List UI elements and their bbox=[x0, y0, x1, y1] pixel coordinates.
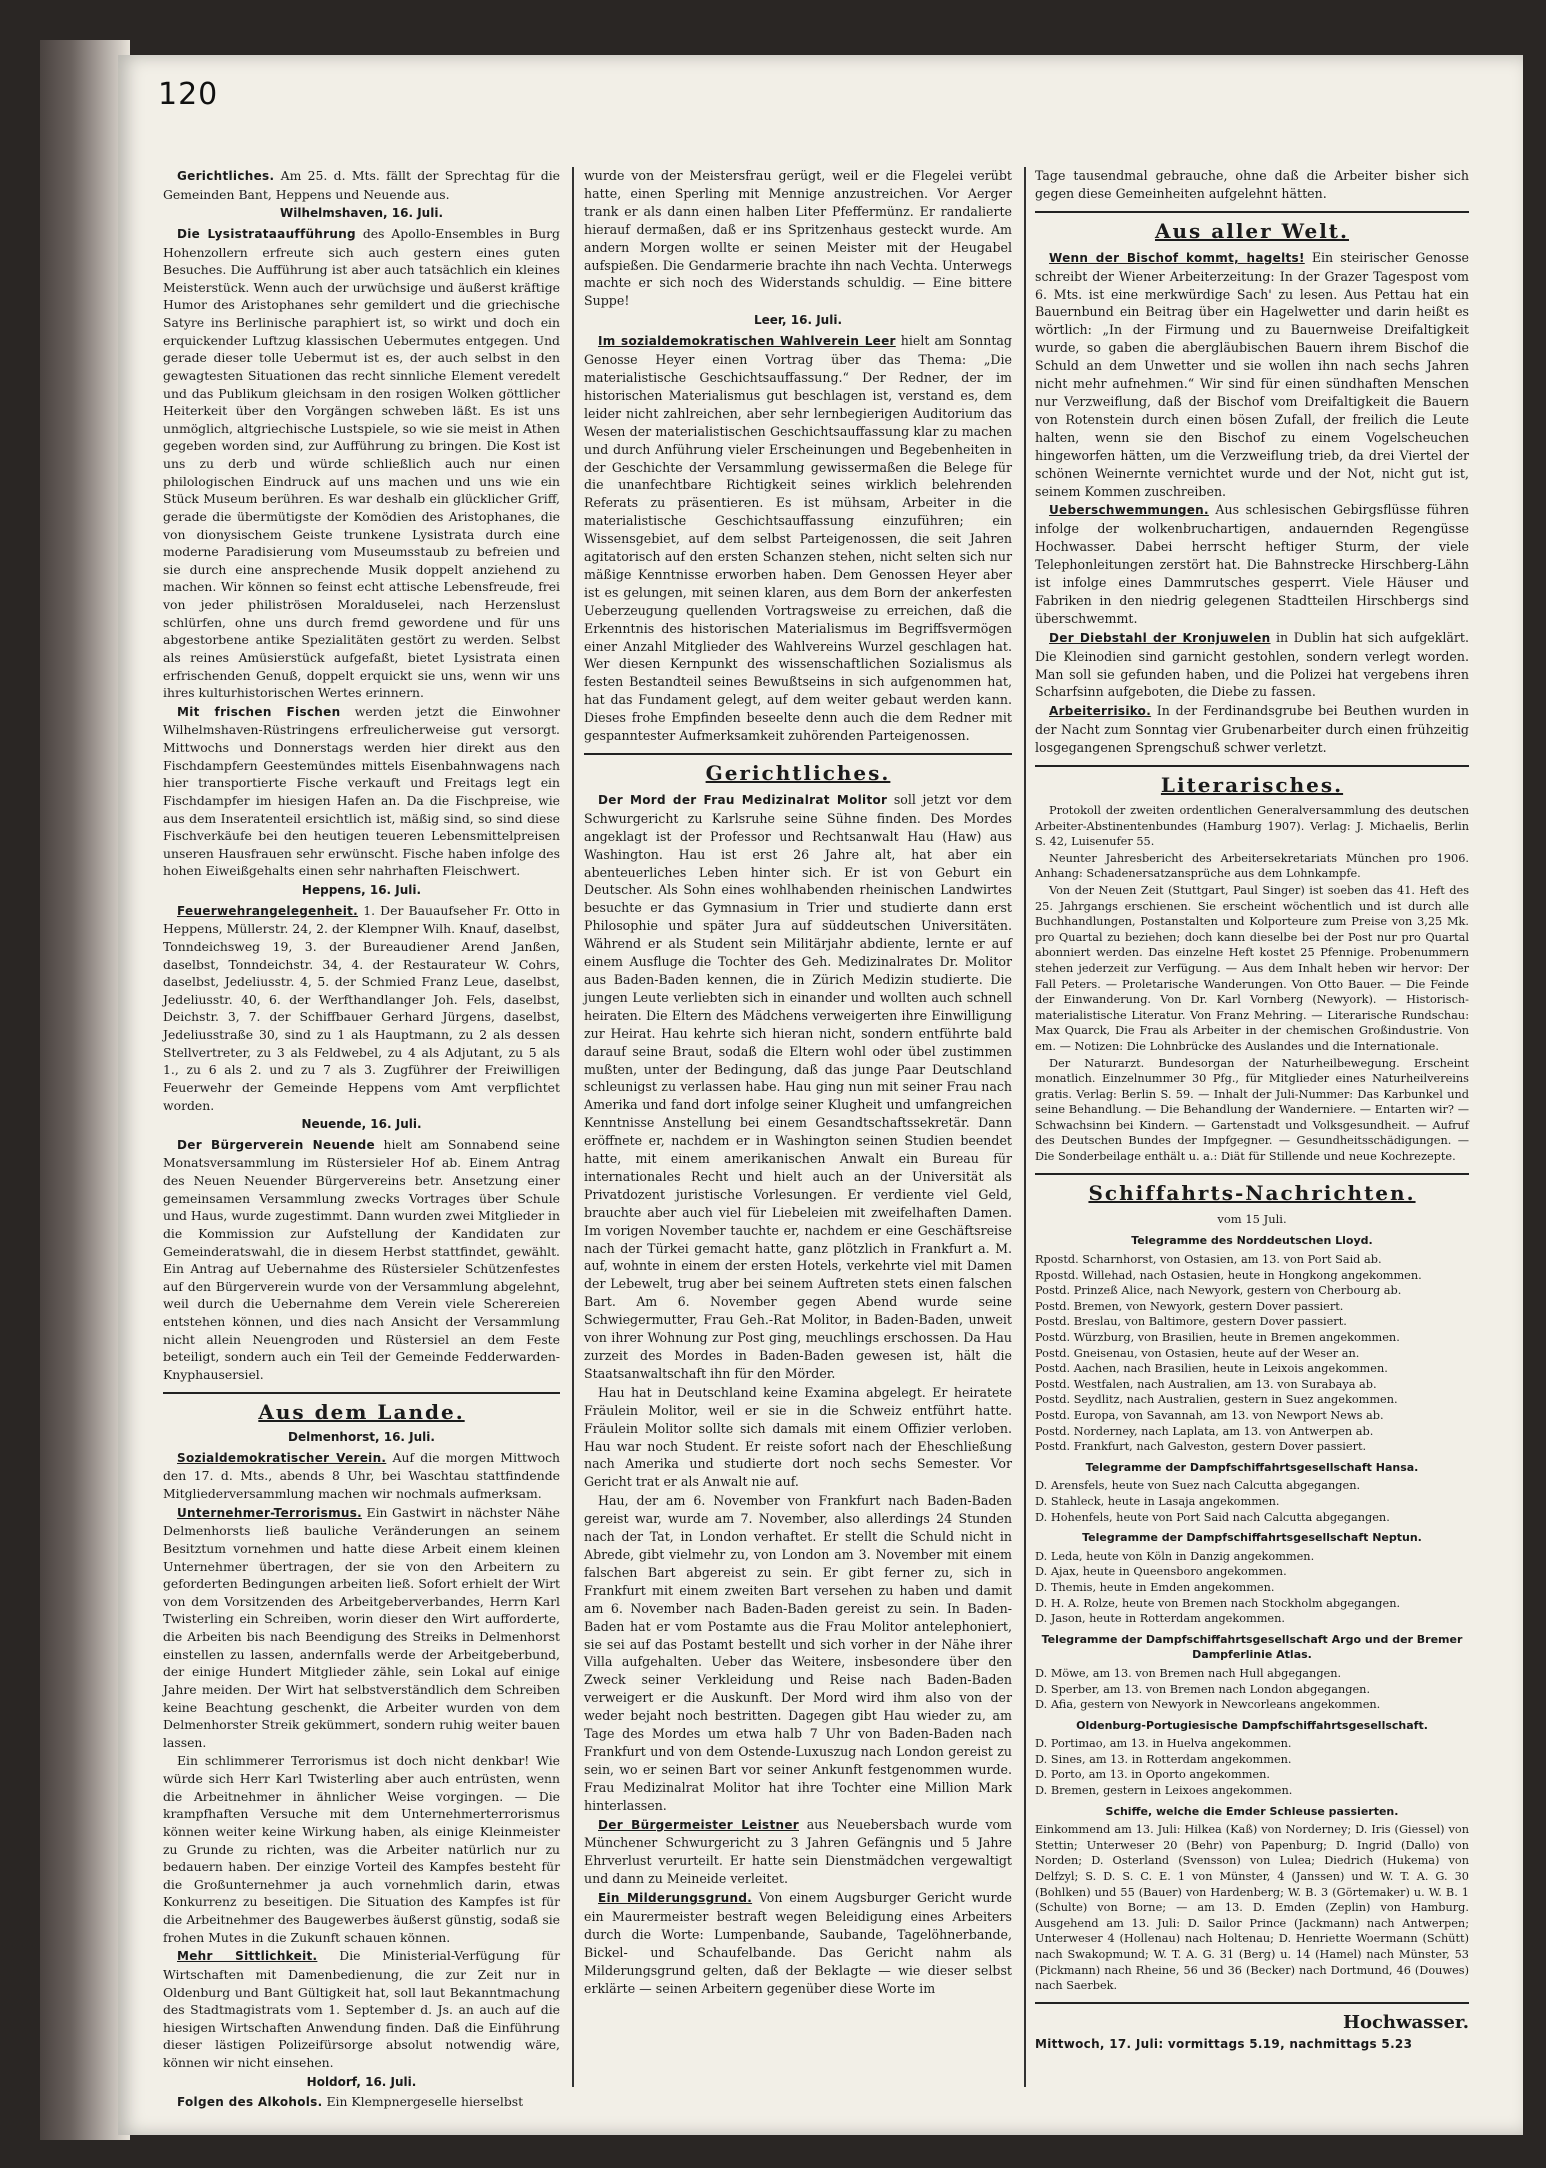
article bbox=[584, 791, 1012, 1383]
article bbox=[584, 1816, 1012, 1889]
article bbox=[163, 1504, 560, 1752]
telegram-line: Postd. Breslau, von Baltimore, gestern Dover passiert. bbox=[1035, 1315, 1347, 1329]
telegram-line: Postd. Aachen, nach Brasilien, heute in Leixois angekommen. bbox=[1035, 1362, 1388, 1376]
article-text: aus Neuebersbach wurde vom Münchener Schwurgericht zu 3 Jahren Gefängnis und 5 Jahre Ehrverlust verurteilt. Er hatte sein Dienstmädchen vergewaltigt und dann zu Meineide verleitet. bbox=[584, 1816, 1012, 1887]
column-rule-1 bbox=[572, 167, 574, 2087]
telegram-line: Postd. Würzburg, von Brasilien, heute in Bremen angekommen. bbox=[1035, 1331, 1400, 1345]
article-keyword: Folgen des Alkohols. bbox=[177, 2095, 323, 2110]
telegram-line: D. Möwe, am 13. von Bremen nach Hull abgegangen. bbox=[1035, 1666, 1342, 1680]
dateline: Leer, 16. Juli. bbox=[753, 313, 843, 328]
column-rule-2 bbox=[1024, 167, 1026, 2087]
article bbox=[163, 1449, 560, 1503]
section-divider bbox=[584, 753, 1012, 755]
section-heading: Schiffahrts-Nachrichten. bbox=[1088, 1180, 1416, 1205]
literature-list bbox=[1035, 803, 1469, 1165]
telegram-heading: Telegramme der Dampfschiffahrtsgesellschaft Hansa. bbox=[1085, 1460, 1419, 1474]
article: Tage tausendmal gebrauche, ohne daß die Arbeiter bisher sich gegen diese Gemeinheiten aufgelehnt hätten. bbox=[1035, 168, 1469, 201]
dateline: Holdorf, 16. Juli. bbox=[306, 2074, 417, 2089]
article-text: werden jetzt die Einwohner Wilhelmshaven-Rüstringens erfreulicherweise gut versorgt. Mittwochs und Donnerstags werden hier direkt aus den Fischdampfern Geestemündes mittels Eisenbahnwagens nach hier transportierte Fische verkauft und Freitags legt ein Fischdampfer im hiesigen Hafen an. Da die Fischpreise, wie aus dem Inseratenteil ersichtlich ist, mäßig sind, so sind diese Fischverkäufe bei den heutigen teueren Lebensmittelpreisen unseren Hausfrauen sehr erwünscht. Fische haben infolge des hohen Eiweißgehalts einen sehr nahrhaften Fleischwert. bbox=[163, 703, 560, 879]
telegram-line: D. Themis, heute in Emden angekommen. bbox=[1035, 1580, 1275, 1594]
literature-entry: Von der Neuen Zeit (Stuttgart, Paul Singer) ist soeben das 41. Heft des 25. Jahrgangs erschienen. Sie erscheint wöchentlich und ist durch alle Buchhandlungen, Postanstalten und Kolporteure zum Preise von 3,25 Mk. pro Quartal zu beziehen; doch kann dieselbe bei der Post nur pro Quartal abonniert werden. Das einzelne Heft kostet 25 Pfennige. Probenummern stehen jederzeit zur Verfügung. — Aus dem Inhalt heben wir hervor: Der Fall Peters. — Proletarische Wanderungen. Von Otto Bauer. — Die Feinde der Einwanderung. Von Dr. Karl Vornberg (Newyork). — Historisch-materialistische Literatur. Von Franz Mehring. — Literarische Rundschau: Max Quarck, Die Frau als Arbeiter in der chemischen Großindustrie. Von em. — Notizen: Die Lohnbrücke des Auslandes und die Internationale. bbox=[1035, 883, 1469, 1053]
article-keyword: Unternehmer-Terrorismus. bbox=[177, 1505, 363, 1520]
telegram-line: D. Leda, heute von Köln in Danzig angekommen. bbox=[1035, 1549, 1315, 1563]
article bbox=[584, 1889, 1012, 1997]
telegram-line: D. Sines, am 13. in Rotterdam angekommen. bbox=[1035, 1752, 1292, 1766]
article-keyword: Der Bürgerverein Neuende bbox=[177, 1137, 375, 1152]
newspaper-page bbox=[118, 55, 1523, 2135]
article-keyword: Mehr Sittlichkeit. bbox=[177, 1949, 318, 1964]
article-keyword: Feuerwehrangelegenheit. bbox=[177, 903, 359, 918]
telegram-line: Postd. Gneisenau, von Ostasien, heute auf der Weser an. bbox=[1035, 1346, 1360, 1360]
telegram-line: Rpostd. Willehad, nach Ostasien, heute in Hongkong angekommen. bbox=[1035, 1268, 1422, 1282]
article: Ein schlimmerer Terrorismus ist doch nicht denkbar! Wie würde sich Herr Karl Twisterling aber auch entrüsten, wenn die Arbeitnehmer in ähnlicher Weise vorgingen. — Die krampfhaften Versuche mit dem Unternehmerterrorismus können weiter keine Wirkung haben, als einige Kleinmeister zu Grunde zu richten, was die Arbeiter natürlich nur zu bedauern haben. Der einzige Vorteil des Kampfes besteht für die Großunternehmer ja auch vornehmlich darin, etwas Konkurrenz zu beseitigen. Die Situation des Kampfes ist für die Arbeitnehmer des Baugewerbes äußerst günstig, sodaß sie frohen Mutes in die Zukunft schauen können. bbox=[163, 1753, 560, 1945]
literature-entry: Neunter Jahresbericht des Arbeitersekretariats München pro 1906. Anhang: Schadenersatzansprüche aus dem Lohnkampfe. bbox=[1035, 851, 1469, 881]
article-keyword: Gerichtliches. bbox=[177, 169, 275, 183]
literature-entry: Der Naturarzt. Bundesorgan der Naturheilbewegung. Erscheint monatlich. Einzelnummer 30 Pfg., für Mitglieder eines Naturheilvereins gratis. Verlag: Berlin S. 59. — Inhalt der Juli-Nummer: Das Karbunkel und seine Behandlung. — Die Behandlung der Wanderniere. — Entarten wir? — Schwachsinn bei Kindern. — Gartenstadt und Volksgesundheit. — Aufruf des Deutschen Bundes der Impfgegner. — Gesundheitsschädigungen. — Die Sonderbeilage enthält u. a.: Diät für Stillende und neue Kochrezepte. bbox=[1035, 1056, 1469, 1164]
telegram-line: D. Hohenfels, heute von Port Said nach Calcutta abgegangen. bbox=[1035, 1510, 1390, 1524]
article-text: 1. Der Bauaufseher Fr. Otto in Heppens, Müllerstr. 24, 2. der Klempner Wilh. Knauf, daselbst, Tonndeichsweg 19, 3. der Bureaudiener Arend Janßen, daselbst, Tonndeichstr. 34, 4. der Restaurateur W. Cohrs, daselbst, Jedeliusstr. 4, 5. der Schmied Franz Leue, daselbst, Jedeliusstr. 40, 6. der Werfthandlanger Joh. Fels, daselbst, Deichstr. 3, 7. der Schiffbauer Gerhard Jürgens, daselbst, Jedeliusstraße 30, sind zu 1 als Hauptmann, zu 2 als dessen Stellvertreter, zu 3 als Feldwebel, zu 4 als Adjutant, zu 5 als 1., zu 6 als 2. und zu 7 als 3. Zugführer der Freiwilligen Feuerwehr der Gemeinde Heppens vom Amt verpflichtet worden. bbox=[163, 902, 560, 1113]
dateline: Delmenhorst, 16. Juli. bbox=[288, 1430, 435, 1445]
section-divider bbox=[1035, 1173, 1469, 1175]
telegram-line: Postd. Norderney, nach Laplata, am 13. von Antwerpen ab. bbox=[1035, 1424, 1374, 1438]
article bbox=[163, 225, 560, 702]
article bbox=[1035, 501, 1469, 627]
article-text: Die Ministerial-Verfügung für Wirtschaften mit Damenbedienung, die zur Zeit nur in Oldenburg und Bant Gültigkeit hat, soll laut Bekanntmachung des Stadtmagistrats vom 1. September d. Js. an auch auf die hiesigen Wirtschaften Anwendung finden. Daß die Einführung dieser lästigen Polizeifürsorge absolut notwendig wäre, können wir nicht einsehen. bbox=[163, 1948, 560, 2070]
article-text: Am 25. d. Mts. fällt der Sprechtag für die Gemeinden Bant, Heppens und Neuende aus. bbox=[163, 168, 560, 202]
telegram-line: D. Afia, gestern von Newyork in Newcorleans angekommen. bbox=[1035, 1698, 1381, 1712]
article: Hau hat in Deutschland keine Examina abgelegt. Er heiratete Fräulein Molitor, weil er sie in die Schweiz entführt hatte. Fräulein Molitor sollte sich damals mit einem Offizier verloben. Hau war noch Student. Er reiste sofort nach der Eheschließung nach Amerika und studierte dort noch sechs Semester. Vor Gericht trat er als Anwalt nie auf. bbox=[584, 1384, 1012, 1490]
article-text: Ein Gastwirt in nächster Nähe Delmenhorsts ließ bauliche Veränderungen an seinem Besitztum vornehmen und hatte diese Arbeit einem kleinen Unternehmer übertragen, der sie von den Arbeitern zu geforderten Bedingungen arbeiten ließ. Sofort erhielt der Wirt von dem Vorsitzenden des Arbeitgeberverbandes, Herrn Karl Twisterling ein Schreiben, worin dieser den Wirt aufforderte, die Arbeiten bis nach Beendigung des Streiks in Delmenhorst einstellen zu lassen, andernfalls werde der Arbeitgeberbund, der einige Hundert Mitglieder zähle, sein Lokal auf einige Jahre meiden. Der Wirt hat selbstverständlich dem Schreiben keine Beachtung geschenkt, die Arbeiter wurden von dem Delmenhorster Streik gekümmert, sondern ruhig weiter bauen lassen. bbox=[163, 1504, 560, 1750]
article-keyword: Die Lysistrataaufführung bbox=[177, 226, 356, 241]
article-keyword: Wenn der Bischof kommt, hagelts! bbox=[1049, 250, 1305, 265]
article-text: hielt am Sonntag Genosse Heyer einen Vortrag über das Thema: „Die materialistische Geschichtsauffassung.“ Der Redner, der im historischen Materialismus gut beschlagen ist, verstand es, dem leider nicht zahlreichen, aber sehr lernbegierigen Auditorium das Wesen der materialistischen Geschichtsauffassung klar zu machen und durch Anführung vieler Erscheinungen und Begebenheiten in der Geschichte der Versammlung gewissermaßen die Belege für die unanfechtbare Richtigkeit seines wirklich belehrenden Referats zu präsentieren. Es ist mühsam, Arbeiter in die materialistische Geschichtsauffassung einzuführen; ein Wissensgebiet, auf dem selbst Parteigenossen, die seit Jahren agitatorisch auf den ersten Schanzen stehen, nicht selten sich nur mäßige Kenntnisse erworben haben. Dem Genossen Heyer aber ist es gelungen, mit seinen klaren, aus dem Born der ankerfesten Ueberzeugung quellenden Vortragsweise zu erreichen, daß die Erkenntnis des historischen Materialismus im Begriffsvermögen einer Anzahl Mitglieder des Wahlvereins Wurzel geschlagen hat. Wer diesen Kernpunkt des wissenschaftlichen Sozialismus als festen Bestandteil seines Bewußtseins in sich aufgenommen hat, hat das Fundament gelegt, auf dem weiter gebaut werden kann. Dieses frohe Empfinden beseelte denn auch die dem Redner mit gespanntester Aufmerksamkeit zuhörenden Parteigenossen. bbox=[584, 333, 1012, 744]
article-keyword: Der Diebstahl der Kronjuwelen bbox=[1049, 630, 1271, 645]
dateline: Wilhelmshaven, 16. Juli. bbox=[279, 206, 443, 221]
dateline: Heppens, 16. Juli. bbox=[301, 883, 422, 897]
column-2 bbox=[584, 167, 1012, 1999]
column-1 bbox=[163, 167, 560, 2113]
article bbox=[584, 332, 1012, 745]
telegram-heading: Schiffe, welche die Emder Schleuse passierten. bbox=[1105, 1804, 1399, 1818]
telegram-line: D. Arensfels, heute von Suez nach Calcutta abgegangen. bbox=[1035, 1479, 1361, 1493]
article-keyword: Der Mord der Frau Medizinalrat Molitor bbox=[598, 792, 888, 807]
telegram-heading: Telegramme der Dampfschiffahrtsgesellschaft Argo und der Bremer Dampferlinie Atlas. bbox=[1041, 1632, 1463, 1662]
column-3 bbox=[1035, 167, 1469, 2055]
article-keyword: Mit frischen Fischen bbox=[177, 704, 341, 719]
article-text: hielt am Sonnabend seine Monatsversammlung im Rüstersieler Hof ab. Einem Antrag des Neuen Neuender Bürgervereins betr. Ansetzung einer gemeinsamen Versammlung zwecks Vortrages über Schule und Haus, wurde zugestimmt. Dann wurden zwei Mitglieder in die Kommission zur Aufstellung der Kandidaten zur Gemeinderatswahl, die in diesem Herbst stattfindet, gewählt. Ein Antrag auf Uebernahme des Rüstersieler Schützenfestes auf den Bürgerverein wurde von der Versammlung abgelehnt, weil durch die Uebernahme dem Verein viele Scherereien entstehen können, und dies nach Ansicht der Versammlung nicht allein Neuengroden und Rüstersiel an dem Feste beteiligt, sondern auch ein Teil der Gemeinde Fedderwarden-Knyphausersiel. bbox=[163, 1136, 560, 1382]
article-text: in Dublin hat sich aufgeklärt. Die Kleinodien sind garnicht gestohlen, sondern verlegt worden. Man soll sie gefunden haben, und die Polizei hat vergebens ihren Scharfsinn aufgeboten, die Diebe zu fassen. bbox=[1035, 629, 1469, 700]
lock-passage-text: Einkommend am 13. Juli: Hilkea (Kaß) von Norderney; D. Iris (Giessel) von Stettin; Unterweser 20 (Behr) von Papenburg; D. Ingrid (Dallo) von Norden; D. Osterland (Svensson) von Lulea; Diedrich (Hukema) von Delfzyl; S. D. S. C. E. 1 von Münster, 4 (Janssen) und W. T. A. G. 30 (Bohlken) und 55 (Bauer) von Hardenberg; W. B. 3 (Görtemaker) u. W. B. 1 (Schulte) von Borne; — am 13. D. Emden (Zeplin) von Hamburg. Ausgehend am 13. Juli: D. Sailor Prince (Jackmann) nach Antwerpen; Unterweser 4 (Hollenau) nach Holtenau; D. Henriette Woermann (Schütt) nach Swakopmund; W. T. A. G. 31 (Berg) u. 14 (Hamel) nach Münster, 53 (Pickmann) nach Rheine, 56 und 36 (Becker) nach Dortmund, 46 (Douwes) nach Saerbek. bbox=[1035, 1823, 1469, 1993]
telegram-list bbox=[1035, 1478, 1469, 1525]
article bbox=[1035, 629, 1469, 702]
dateline: Neuende, 16. Juli. bbox=[301, 1117, 422, 1132]
article bbox=[163, 2093, 560, 2112]
article-text: In der Ferdinandsgrube bei Beuthen wurden in der Nacht zum Sonntag vier Grubenarbeiter durch einen frühzeitig losgegangenen Sprengschuß schwer verletzt. bbox=[1035, 703, 1469, 756]
article bbox=[163, 167, 560, 203]
telegram-list bbox=[1035, 1549, 1469, 1627]
book-binding bbox=[40, 40, 130, 2140]
section-heading: Gerichtliches. bbox=[705, 761, 891, 785]
section-heading: Hochwasser. bbox=[1342, 2011, 1469, 2033]
telegram-line: D. Portimao, am 13. in Huelva angekommen. bbox=[1035, 1737, 1292, 1751]
article-text: Von einem Augsburger Gericht wurde ein Maurermeister bestraft wegen Beleidigung eines Arbeiters durch die Worte: Lumpenbande, Saubande, Tagelöhnerbande, Bickel- und Schaufelbande. Das Gericht nahm als Milderungsgrund gelten, daß der Beklagte — wie dieser selbst erklärte — seinen Arbeitern gegenüber diese Worte im bbox=[584, 1890, 1012, 1996]
telegram-line: D. Ajax, heute in Queensboro angekommen. bbox=[1035, 1565, 1287, 1579]
telegram-line: Postd. Westfalen, nach Australien, am 13. von Surabaya ab. bbox=[1035, 1377, 1377, 1391]
page-number: 120 bbox=[158, 77, 219, 112]
telegram-list bbox=[1035, 1666, 1469, 1713]
telegram-line: Postd. Bremen, von Newyork, gestern Dover passiert. bbox=[1035, 1299, 1344, 1313]
article-keyword: Im sozialdemokratischen Wahlverein Leer bbox=[598, 334, 896, 349]
section-divider bbox=[1035, 211, 1469, 213]
telegram-line: Postd. Prinzeß Alice, nach Newyork, gestern von Cherbourg ab. bbox=[1035, 1284, 1402, 1298]
article-text: Aus schlesischen Gebirgsflüsse führen infolge der wolkenbruchartigen, andauernden Regengüsse Hochwasser. Dabei herrscht heftiger Sturm, der viele Telephonleitungen zerstört hat. Die Bahnstrecke Hirschberg-Lähn ist infolge eines Dammrutsches gesperrt. Viele Häuser und Fabriken in den niedrig gelegenen Stadtteilen Hirschbergs sind überschwemmt. bbox=[1035, 502, 1469, 626]
article bbox=[1035, 249, 1469, 501]
section-heading: Aus aller Welt. bbox=[1154, 218, 1349, 243]
article-keyword: Der Bürgermeister Leistner bbox=[598, 1817, 800, 1832]
article: Hau, der am 6. November von Frankfurt nach Baden-Baden gereist war, wurde am 7. November, also allerdings 24 Stunden nach der Tat, in London verhaftet. Er stellt die Schuld nicht in Abrede, gibt vielmehr zu, von London am 3. November mit einem falschen Bart abgereist zu sein. Er gibt ferner zu, sich in Frankfurt mit einem zweiten Bart versehen zu haben und damit am 6. November nach Baden-Baden gereist zu sein. In Baden-Baden hat er vom Postamte aus die Frau Molitor antelephoniert, sie sei auf das Postamt bestellt und sich vorher in der Nähe ihrer Villa aufgehalten. Ueber das Weitere, insbesondere über den Zweck seiner Verkleidung und Reise nach Baden-Baden verweigert er die Auskunft. Der Mord wird ihm also von der weder bejaht noch bestritten. Dagegen gibt Hau wieder zu, am Tage des Mordes um etwa halb 7 Uhr von Baden-Baden nach Frankfurt und von dem Ostende-Luxuszug nach London gereist zu sein, wo er seinen Bart vor seiner Ankunft festgenommen wurde. Frau Medizinalrat Molitor hat ihre Tochter eine Million Mark hinterlassen. bbox=[584, 1493, 1012, 1813]
section-divider bbox=[163, 1392, 560, 1394]
article-keyword: Sozialdemokratischer Verein. bbox=[177, 1450, 387, 1465]
high-water-times: Mittwoch, 17. Juli: vormittags 5.19, nachmittags 5.23 bbox=[1035, 2036, 1413, 2051]
telegram-list bbox=[1035, 1736, 1469, 1798]
telegram-line: D. Stahleck, heute in Lasaja angekommen. bbox=[1035, 1494, 1280, 1508]
article-text: des Apollo-Ensembles in Burg Hohenzollern erfreute sich auch gestern eines guten Besuches. Die Aufführung ist aber auch tatsächlich ein kleines Meisterstück. Wenn auch der urwüchsige und äußerst kräftige Humor des Aristophanes sehr gemildert und die griechische Satyre ins Berlinische paraphiert ist, so wirkt und doch ein erquickender Luftzug klassischen Uebermutes entgegen. Und gerade dieser tolle Uebermut ist es, der auch selbst in den gewagtesten Situationen das recht sinnliche Element veredelt und das Publikum gleichsam in den rosigen Wolken göttlicher Heiterkeit über den Vorgängen schweben läßt. Es ist uns unmöglich, altgriechische Lustspiele, so wie sie meist in Athen gegeben worden sind, zur Aufführung zu bringen. Die Kost ist uns zu derb und würde schließlich auch nur einen philologischen Eindruck auf uns machen und uns wie ein Stück Museum berühren. Es war deshalb ein glücklicher Griff, gerade die übermütigste der Komödien des Aristophanes, die von dionysischem Geiste trunkene Lysistrata durch eine moderne Paradisierung vom Museumsstaub zu befreien und sie durch eine ansprechende Musik doppelt anziehend zu machen. Wir können so feinst echt attische Lebensfreude, frei von jeder philiströsen Moralduselei, nach Herzenslust schlürfen, ohne uns durch fremd gewordene und für uns abgestorbene antike Spezialitäten gestört zu werden. Selbst als reines Amüsierstück aufgefaßt, bietet Lysistrata einen erfrischenden Genuß, doppelt erquickt sie uns, wenn wir uns ihres kulturhistorischen Wertes erinnern. bbox=[163, 225, 560, 701]
telegram-line: D. H. A. Rolze, heute von Bremen nach Stockholm abgegangen. bbox=[1035, 1596, 1401, 1610]
telegram-line: Postd. Seydlitz, nach Australien, gestern in Suez angekommen. bbox=[1035, 1393, 1398, 1407]
section-heading: Aus dem Lande. bbox=[258, 1399, 465, 1424]
telegram-line: D. Bremen, gestern in Leixoes angekommen. bbox=[1035, 1784, 1293, 1798]
article bbox=[163, 1947, 560, 2071]
telegram-list bbox=[1035, 1252, 1469, 1455]
article bbox=[1035, 702, 1469, 757]
article-text: Ein steirischer Genosse schreibt der Wiener Arbeiterzeitung: In der Grazer Tagespost vom 6. Mts. ist eine merkwürdige Sach' zu lesen. Aus Pettau hat ein Bauernbund ein Beitrag über ein Hagelwetter und darin heißt es wörtlich: „In der Firmung und zu Bauernweise Dreifaltigkeit wurde, so gaben die abergläubischen Bauern ihrem Bischof die Schuld an dem Unwetter und sie wollen ihn nach sechs Jahren nicht mehr aufnehmen.“ Wir sind für einen sündhaften Menschen nur Verzweiflung, daß der Bischof vom Dreifaltigkeit die Bauern von Rotenstein durch einen bösen Zufall, der freilich die Leute halten, wenn sie den Bischof zu einem Vogelscheuchen hingeworfen hätten, um die Verzweiflung trieb, da drei Viertel der schönen Weinernte vernichtet wurde und der Not, nicht gut ist, seinem Kommen zuschreiben. bbox=[1035, 249, 1469, 499]
telegram-line: D. Sperber, am 13. von Bremen nach London abgegangen. bbox=[1035, 1682, 1371, 1696]
article bbox=[163, 902, 560, 1115]
literature-entry: Protokoll der zweiten ordentlichen Generalversammlung des deutschen Arbeiter-Abstinentenbundes (Hamburg 1907). Verlag: J. Michaelis, Berlin S. 42, Luisenufer 55. bbox=[1035, 804, 1469, 849]
section-subtitle: vom 15 Juli. bbox=[1217, 1211, 1287, 1226]
telegram-line: Postd. Frankfurt, nach Galveston, gestern Dover passiert. bbox=[1035, 1440, 1367, 1454]
section-heading: Literarisches. bbox=[1160, 773, 1344, 798]
article bbox=[163, 703, 560, 880]
article-text: Auf die morgen Mittwoch den 17. d. Mts., abends 8 Uhr, bei Waschtau stattfindende Mitgliederversammlung machen wir nochmals aufmerksam. bbox=[163, 1449, 560, 1501]
article bbox=[163, 1136, 560, 1384]
telegram-heading: Telegramme des Norddeutschen Lloyd. bbox=[1131, 1234, 1373, 1248]
article-keyword: Ein Milderungsgrund. bbox=[598, 1891, 753, 1906]
telegram-line: D. Jason, heute in Rotterdam angekommen. bbox=[1035, 1612, 1285, 1626]
telegram-line: D. Porto, am 13. in Oporto angekommen. bbox=[1035, 1768, 1270, 1782]
telegram-heading: Telegramme der Dampfschiffahrtsgesellschaft Neptun. bbox=[1082, 1531, 1422, 1545]
section-divider bbox=[1035, 2002, 1469, 2004]
section-divider bbox=[1035, 765, 1469, 767]
article-keyword: Ueberschwemmungen. bbox=[1049, 503, 1209, 518]
telegram-heading: Oldenburg-Portugiesische Dampfschiffahrtsgesellschaft. bbox=[1076, 1718, 1428, 1732]
telegram-line: Postd. Europa, von Savannah, am 13. von Newport News ab. bbox=[1035, 1409, 1384, 1422]
article-text: soll jetzt vor dem Schwurgericht zu Karlsruhe seine Sühne finden. Des Mordes angeklagt ist der Professor und Rechtsanwalt Hau (Haw) aus Washington. Hau ist erst 26 Jahre alt, hat aber ein abenteuerliches Leben hinter sich. Er ist von Geburt ein Deutscher. Als Sohn eines wohlhabenden rheinischen Landwirtes besuchte er das Gymnasium in Trier und studierte dann erst Philosophie und später Jura auf süddeutschen Universitäten. Während er als Student sein Militärjahr abdiente, lernte er auf einem Ausfluge die Tochter des Geh. Medizinalrates Dr. Molitor aus Baden-Baden kennen, die in Zürich Medizin studierte. Die jungen Leute verliebten sich in einander und wollten auch schnell heiraten. Die Eltern des Mädchens verweigerten ihre Einwilligung zur Heirat. Hau kehrte sich hieran nicht, sondern entführte bald darauf seine Braut, sodaß die Eltern wohl oder übel zustimmen mußten, unter der Bedingung, daß das junge Paar Deutschland schleunigst zu verlassen habe. Hau ging nun mit seiner Frau nach Amerika und fand dort infolge seiner Klugheit und umfangreichen Kenntnisse Anstellung bei einem Gesandtschaftssekretär. Dann eröffnete er, nachdem er in Washington seinen Studien beendet hatte, mit einem amerikanischen Anwalt ein Bureau für internationales Recht und hielt auch an der Universität als Privatdozent juristische Vorlesungen. Er verdiente viel Geld, brauchte aber auch viel für Liebeleien mit zweifelhaften Damen. Im vorigen November tauchte er, nachdem er eine Geschäftsreise nach der Türkei gemacht hatte, ganz plötzlich in Frankfurt a. M. auf, wohnte in einem der ersten Hotels, verkehrte viel mit Damen der Lebewelt, trug aber bei seinem Auftreten stets einen falschen Bart. Am 6. November gegen Abend wurde seine Schwiegermutter, Frau Geh.-Rat Molitor, in Baden-Baden, unweit von ihrer Wohnung zur Post ging, meuchlings erschossen. Da Hau zurzeit des Mordes in Baden-Baden gewesen ist, hält die Staatsanwaltschaft ihn für den Mörder. bbox=[584, 791, 1012, 1381]
article-keyword: Arbeiterrisiko. bbox=[1049, 704, 1152, 719]
telegram-line: Rpostd. Scharnhorst, von Ostasien, am 13. von Port Said ab. bbox=[1035, 1253, 1382, 1267]
article: wurde von der Meistersfrau gerügt, weil er die Flegelei verübt hatte, einen Sperling mit Mennige anzustreichen. Vor Aerger trank er als dann einen halben Liter Pfeffermünz. Er randalierte hierauf dermaßen, daß er ins Spritzenhaus gesteckt wurde. Am andern Morgen wollte er seinen Meister mit der Heugabel aufspießen. Die Gendarmerie brachte ihn nach Vechta. Unterwegs machte er sich noch des Widerstands schuldig. — Eine bittere Suppe! bbox=[584, 168, 1012, 309]
article-text: Ein Klempnergeselle hierselbst bbox=[326, 2094, 524, 2110]
shipping-news bbox=[1035, 1233, 1469, 1993]
